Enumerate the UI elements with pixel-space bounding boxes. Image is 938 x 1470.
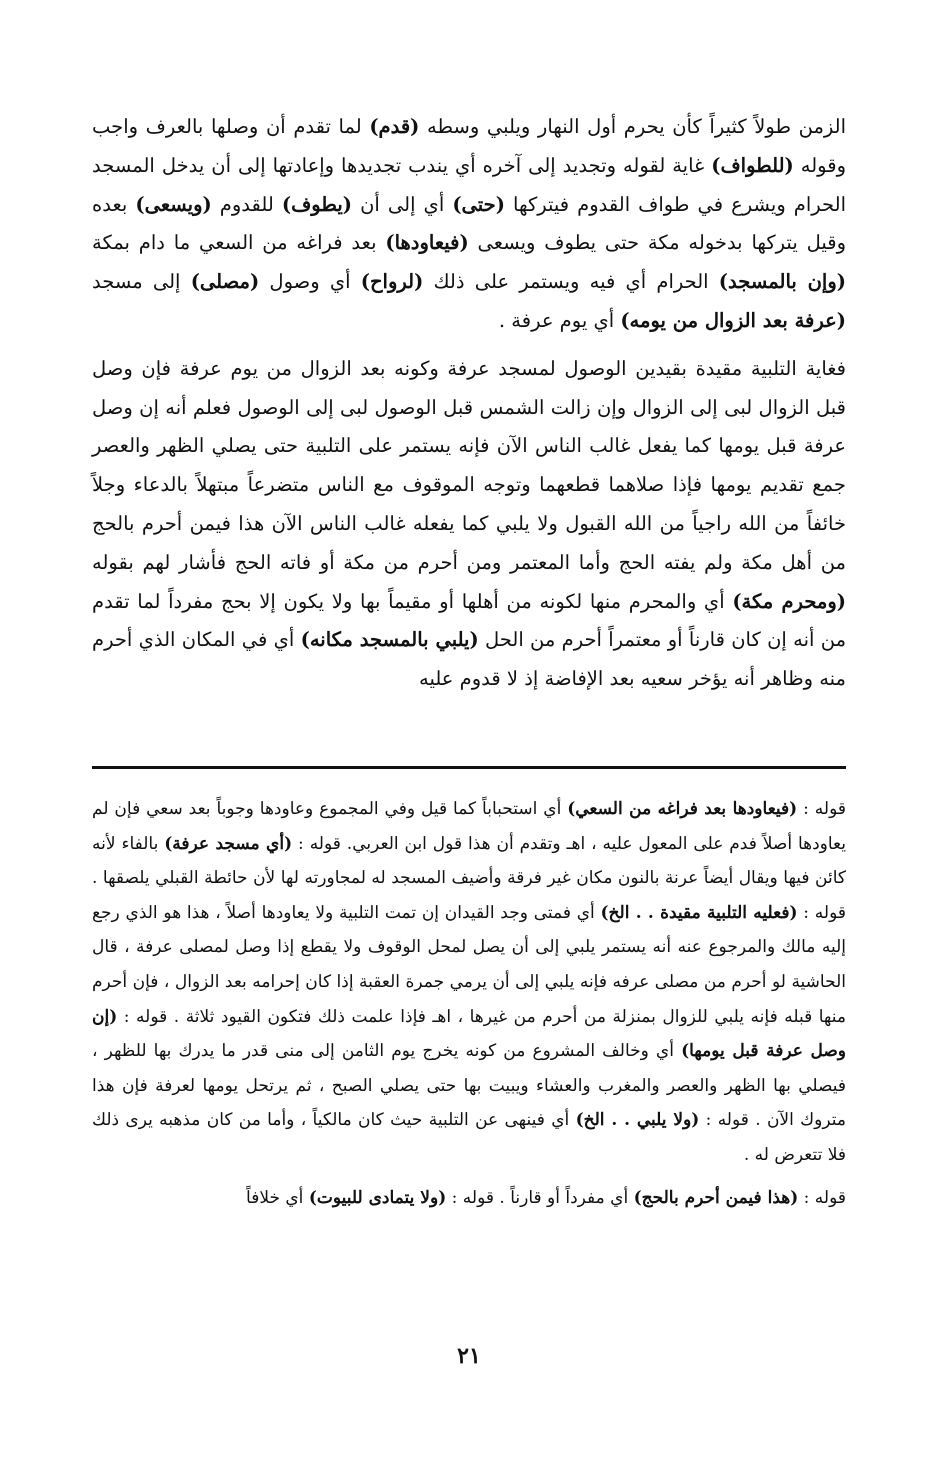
bold-quoted-term: (ومحرم مكة) — [732, 589, 846, 613]
bold-quoted-term: (ولا يلبي . . الخ) — [575, 1110, 700, 1131]
text-run: بعده وقيل يتركها بدخوله مكة حتى يطوف ويسعى — [92, 192, 846, 255]
text-run: أي في المكان الذي أحرم منه وظاهر أنه يؤخر سعيه بعد الإفاضة إذ لا قدوم عليه — [92, 628, 846, 691]
footnote-paragraph-2 — [92, 1181, 846, 1216]
bold-quoted-term: (لرواح) — [360, 270, 424, 294]
text-run: أي استحباباً كما قيل وفي المجموع وعاودها وجوباً بعد سعي فإن لم يعاودها أصلاً فدم على المعول عليه ، اهـ وتقدم أن هذا قول ابن العربي. قوله : — [92, 799, 846, 854]
page-number: ٢١ — [457, 1343, 481, 1369]
bold-quoted-term: (هذا فيمن أحرم بالحج) — [633, 1187, 799, 1208]
text-run: أي مفرداً أو قارناً . قوله : — [446, 1187, 634, 1208]
bold-quoted-term: (قدم) — [369, 115, 420, 138]
text-run: بعد فراغه من السعي ما دام بمكة — [92, 231, 386, 255]
text-run: بالفاء لأنه كائن فيها ويقال أيضاً عرنة بالنون مكان غير فرقة وأضيف المسجد له لمجاورته لها لأن حائطة القبلي يلصقها . قوله : — [92, 833, 846, 923]
footnote-paragraph-1 — [92, 792, 846, 1173]
bold-quoted-term: (فعليه التلبية مقيدة . . الخ) — [600, 902, 798, 923]
text-run: أي والمحرم منها لكونه من أهلها أو مقيماً بها ولا يكون إلا بحج مفرداً لما تقدم من أنه إن كان قارناً أو معتمراً أحرم من الحل — [92, 589, 847, 652]
text-run: لما تقدم أن وصلها بالعرف واجب وقوله — [92, 115, 846, 177]
footnote-separator-rule — [92, 766, 846, 769]
text-run: أي إلى أن — [352, 192, 453, 216]
bold-quoted-term: (حتى) — [452, 192, 505, 216]
bold-quoted-term: (للطواف) — [711, 153, 794, 177]
text-run: أي فينهى عن التلبية حيث كان مالكياً ، وأما من كان مذهبه يرى ذلك فلا تتعرض له . — [92, 1110, 846, 1165]
text-run: أي فمتى وجد القيدان إن تمت التلبية ولا يعاودها أصلاً ، هذا هو الذي رجع إليه مالك والمرجوع عنه أنه يستمر يلبي إلى أن يصل لمحل الوقوف ولا يقطع إذا وصل لمصلى عرفة ، قال الحاشية لو أحرم من مصلى عرفه فإنه يلبي إلى أن يرمي جمرة العقبة إذا كان إحرامه بعد الزوال ، فإن أحرم منها قبله فإنه يلبي للزوال بمنزلة من أحرم من غيرها ، اهـ فإذا علمت ذلك فتكون القيود ثلاثة . قوله : — [92, 902, 846, 1027]
footnotes — [92, 792, 846, 1215]
text-run: الزمن طولاً كثيراً كأن يحرم أول النهار ويلبي وسطه — [419, 115, 847, 138]
main-paragraph-2 — [92, 350, 846, 699]
text-run: أي يوم عرفة . — [498, 308, 621, 332]
bold-quoted-term: (فيعاودها) — [385, 231, 469, 255]
text-run: أي خلافاً — [246, 1187, 309, 1208]
text-run: للقدوم — [211, 192, 282, 216]
bold-quoted-term: (عرفة بعد الزوال من يومه) — [620, 308, 846, 332]
bold-quoted-term: (إن وصل عرفة قبل يومها) — [92, 1006, 846, 1062]
bold-quoted-term: (يلبي بالمسجد مكانه) — [300, 628, 479, 652]
bold-quoted-term: (فيعاودها بعد فراغه من السعي) — [567, 799, 798, 819]
text-run: قوله : — [798, 1187, 846, 1208]
bold-quoted-term: (وإن بالمسجد) — [718, 270, 846, 294]
main-text — [92, 108, 846, 699]
text-run: الحرام أي فيه ويستمر على ذلك — [423, 270, 719, 294]
bold-quoted-term: (مصلى) — [190, 270, 260, 294]
text-run: أي وصول — [259, 270, 361, 294]
bold-quoted-term: (يطوف) — [281, 192, 353, 216]
text-run: غاية لقوله وتجديد إلى آخره أي يندب تجديدها وإعادتها إلى أن يدخل المسجد الحرام ويشرع في طواف القدوم فيتركها — [92, 153, 846, 216]
bold-quoted-term: (أي مسجد عرفة) — [164, 833, 293, 854]
text-run: قوله : — [797, 799, 846, 819]
bold-quoted-term: (ولا يتمادى للبيوت) — [308, 1187, 447, 1208]
text-run: إلى مسجد — [92, 270, 191, 294]
bold-quoted-term: (ويسعى) — [135, 192, 212, 216]
text-run: أي وخالف المشروع من كونه يخرج يوم الثامن إلى منى قدر ما يدرك بها للظهر ، فيصلي بها الظهر والعصر والمغرب والعشاء ويبيت بها حتى يصلي الصبح ، ثم يرتحل يومها لعرفة فإن هذا متروك الآن . قوله : — [92, 1041, 847, 1131]
main-paragraph-1 — [92, 108, 846, 341]
text-run: فغاية التلبية مقيدة بقيدين الوصول لمسجد عرفة وكونه بعد الزوال من يوم عرفة فإن وصل قبل الزوال لبى إلى الزوال وإن زالت الشمس قبل الوصول لبى إلى الوصول فعلم أنه إن وصل عرفة قبل يومها كما يفعل غالب الناس الآن فإنه يستمر على التلبية حتى يصلي الظهر والعصر جمع تقديم يومها فإذا صلاهما قطعهما وتوجه الموقوف مع الناس متضرعاً مبتهلاً بالدعاء وجلاً خائفاً من الله راجياً من الله القبول ولا يلبي كما يفعله غالب الناس الآن هذا فيمن أحرم بالحج من أهل مكة ولم يفته الحج وأما المعتمر ومن أحرم من مكة أو فاته الحج فأشار لهم بقوله — [92, 356, 846, 574]
